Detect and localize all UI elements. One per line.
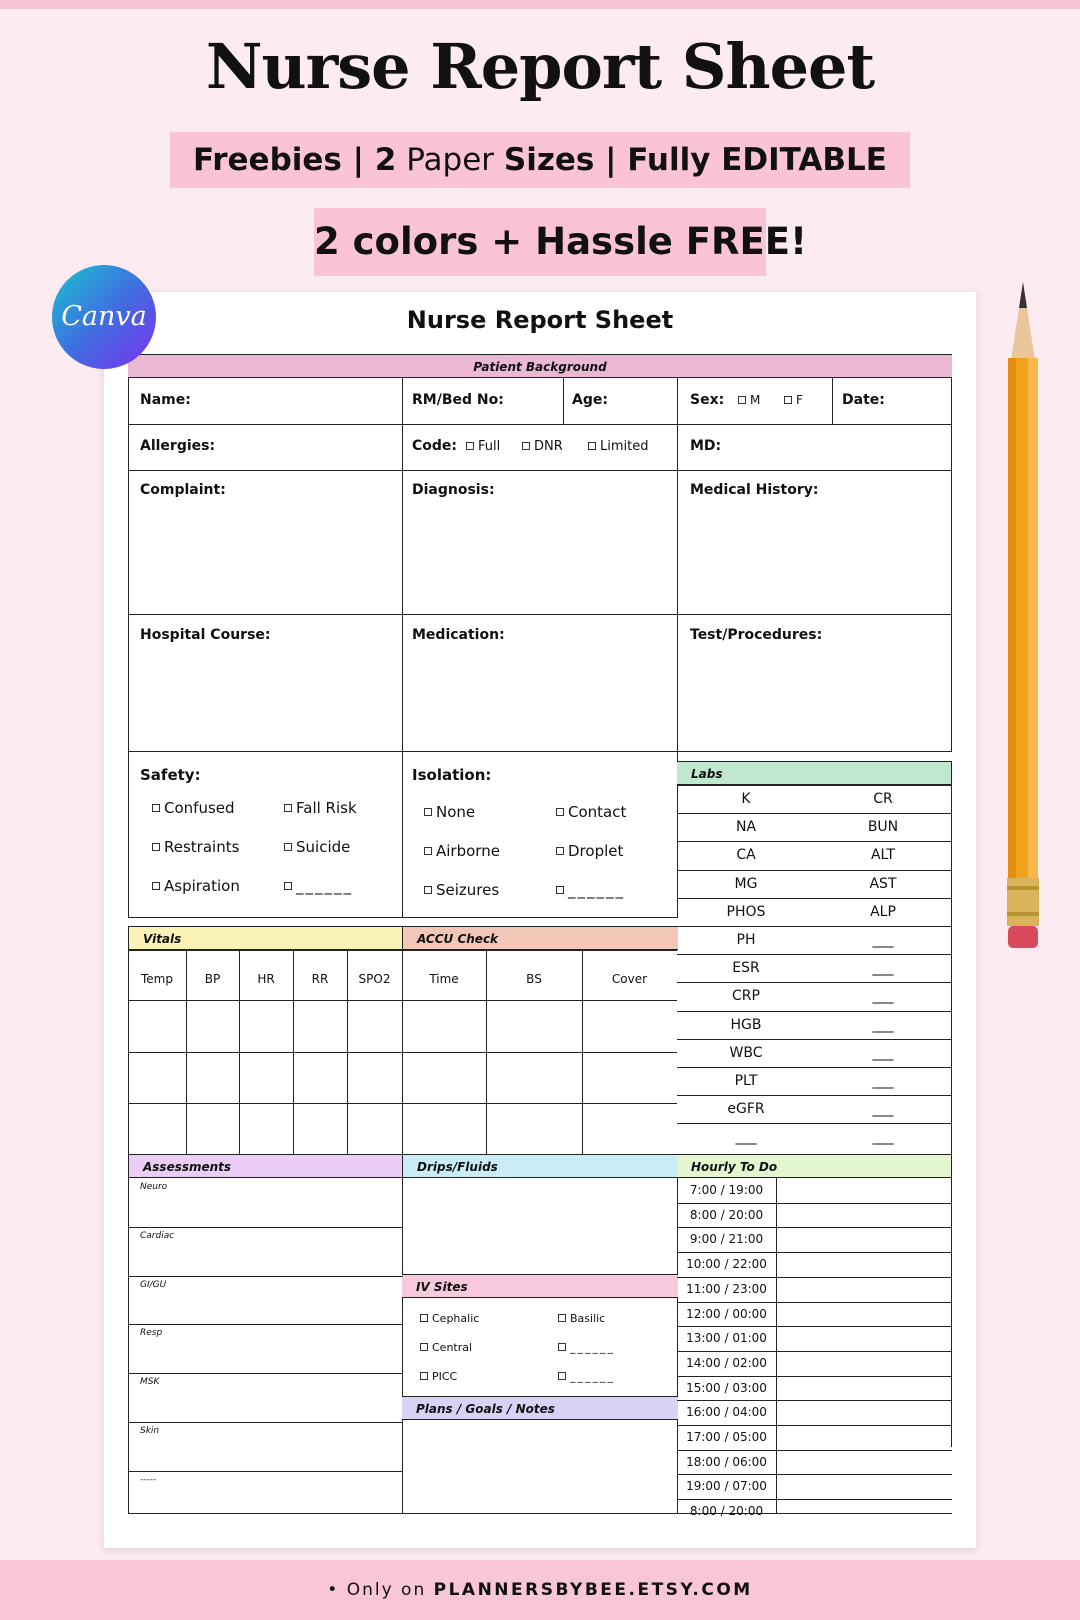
isolation-contact-checkbox[interactable]: Contact [556, 803, 626, 821]
checkbox-icon [522, 442, 530, 450]
lab-name: ___ [872, 1016, 894, 1033]
safety-title: Safety: [140, 766, 201, 784]
lab-name: NA [735, 819, 757, 836]
iv-sites-header: IV Sites [402, 1274, 678, 1298]
accu-column-header: BS [526, 972, 542, 986]
grid-line [128, 1471, 403, 1472]
lab-name: HGB [730, 1016, 762, 1033]
pencil-illustration [998, 282, 1048, 972]
hourly-time-slot: 17:00 / 05:00 [686, 1430, 767, 1444]
grid-line [677, 1302, 952, 1303]
top-accent-bar [0, 0, 1080, 9]
page-headline: Nurse Report Sheet [205, 30, 875, 103]
lab-name: ___ [872, 1101, 894, 1118]
grid-line [677, 1011, 952, 1012]
grid-line [128, 424, 952, 425]
checkbox-icon [152, 804, 160, 812]
lab-name: ___ [872, 932, 894, 948]
checkbox-icon [556, 847, 564, 855]
hourly-time-slot: 12:00 / 00:00 [686, 1306, 767, 1321]
banner-sizes: Sizes [503, 142, 595, 178]
banner-paper: Paper [396, 142, 504, 178]
grid-line [128, 614, 952, 615]
checkbox-icon [284, 843, 292, 851]
checkbox-icon [738, 396, 746, 404]
vitals-column-header: HR [257, 972, 275, 986]
lab-name: CR [873, 791, 893, 807]
lab-name: BUN [867, 819, 899, 836]
lab-name: WBC [729, 1044, 763, 1061]
grid-line [677, 1095, 952, 1096]
lab-name: ___ [872, 1073, 894, 1089]
grid-line [128, 1276, 403, 1277]
accu-check-header: ACCU Check [402, 926, 678, 950]
sex-field: Sex: [690, 392, 725, 408]
assessments-header: Assessments [128, 1154, 403, 1178]
checkbox-icon [588, 442, 596, 450]
footer-prefix: • Only on [327, 1580, 434, 1600]
rm-bed-field[interactable]: RM/Bed No: [412, 392, 504, 408]
safety-confused-checkbox[interactable]: Confused [152, 799, 235, 817]
vitals-column-header: Temp [141, 972, 173, 986]
colors-banner: 2 colors + Hassle FREE! [314, 208, 766, 276]
grid-line [677, 1474, 952, 1475]
isolation-seizures-checkbox[interactable]: Seizures [424, 881, 499, 899]
grid-line [677, 1376, 952, 1377]
iv-central-checkbox[interactable]: Central [420, 1341, 472, 1354]
vitals-column-header: BP [204, 972, 221, 986]
lab-name: PLT [734, 1073, 758, 1089]
lab-name: K [741, 791, 751, 807]
banner-freebies: Freebies | [193, 142, 375, 178]
grid-line [677, 1203, 952, 1204]
grid-line [677, 1425, 952, 1426]
allergies-field[interactable]: Allergies: [140, 438, 216, 454]
grid-line [677, 1277, 952, 1278]
lab-name: ___ [872, 1129, 894, 1146]
grid-line [677, 1067, 952, 1068]
drips-fluids-header: Drips/Fluids [402, 1154, 678, 1178]
footer-bar [0, 1560, 1080, 1620]
grid-line [677, 1326, 952, 1327]
grid-line [677, 982, 952, 983]
canva-logo: Canva [52, 265, 156, 369]
patient-background-header: Patient Background [128, 354, 952, 378]
grid-line [677, 870, 952, 871]
checkbox-icon [284, 804, 292, 812]
checkbox-icon [558, 1314, 566, 1322]
isolation-airborne-checkbox[interactable]: Airborne [424, 842, 500, 860]
grid-line [677, 1499, 952, 1500]
assessment-label: ----- [140, 1474, 157, 1485]
lab-name: ___ [872, 960, 894, 977]
isolation-droplet-checkbox[interactable]: Droplet [556, 842, 623, 860]
grid-line [402, 950, 677, 951]
grid-line [677, 1351, 952, 1352]
lab-name: ___ [735, 1129, 757, 1146]
complaint-field[interactable]: Complaint: [140, 482, 226, 498]
grid-line [128, 1422, 403, 1423]
assessment-label: Skin [140, 1426, 160, 1436]
grid-line [677, 1450, 952, 1451]
banner-editable: | Fully EDITABLE [594, 142, 887, 178]
medical-history-field[interactable]: Medical History: [690, 482, 819, 498]
sheet-bottom-line [128, 1513, 952, 1514]
sex-f-checkbox[interactable]: F [784, 393, 803, 407]
checkbox-icon [784, 396, 792, 404]
iv-picc-checkbox[interactable]: PICC [420, 1370, 457, 1383]
lab-name: ALT [870, 847, 895, 864]
iv-basilic-checkbox[interactable]: Basilic [558, 1312, 605, 1325]
date-field[interactable]: Date: [842, 392, 885, 408]
hourly-time-slot: 13:00 / 01:00 [686, 1331, 767, 1346]
grid-line [677, 926, 952, 927]
grid-line [128, 1000, 403, 1001]
hourly-time-slot: 11:00 / 23:00 [686, 1281, 767, 1296]
checkbox-icon [152, 882, 160, 890]
lab-name: ___ [872, 988, 894, 1005]
grid-line [128, 1324, 403, 1325]
checkbox-icon [152, 843, 160, 851]
hourly-todo-header: Hourly To Do [677, 1154, 952, 1178]
hospital-course-field[interactable]: Hospital Course: [140, 627, 271, 643]
checkbox-icon [556, 808, 564, 816]
vitals-column-header: SPO2 [358, 972, 391, 986]
grid-line [677, 1252, 952, 1253]
grid-line [677, 841, 952, 842]
grid-line [128, 1154, 952, 1155]
checkbox-icon [424, 847, 432, 855]
lab-name: PHOS [726, 903, 766, 920]
lab-name: ESR [732, 960, 760, 977]
iv-other-checkbox-2[interactable]: ______ [558, 1370, 615, 1383]
checkbox-icon [424, 886, 432, 894]
assessment-label: MSK [140, 1377, 160, 1388]
grid-line [563, 378, 564, 424]
safety-fall-risk-checkbox[interactable]: Fall Risk [284, 799, 357, 817]
medication-field[interactable]: Medication: [412, 627, 505, 643]
grid-line [128, 1178, 129, 1514]
hourly-time-slot: 18:00 / 06:00 [686, 1454, 767, 1469]
lab-name: MG [734, 875, 758, 892]
grid-line [776, 1178, 777, 1514]
tests-procedures-field[interactable]: Test/Procedures: [690, 627, 823, 643]
lab-name: AST [869, 875, 897, 892]
checkbox-icon [466, 442, 474, 450]
grid-line [402, 1178, 403, 1514]
hourly-time-slot: 7:00 / 19:00 [689, 1183, 764, 1197]
md-field[interactable]: MD: [690, 438, 722, 454]
checkbox-icon [424, 808, 432, 816]
hourly-time-slot: 14:00 / 02:00 [686, 1355, 767, 1370]
hourly-time-slot: 8:00 / 20:00 [689, 1207, 764, 1222]
grid-line [677, 1039, 952, 1040]
grid-line [402, 1052, 677, 1053]
grid-line [677, 1227, 952, 1228]
footer-shop-link[interactable]: PLANNERSBYBEE.ETSY.COM [433, 1580, 753, 1600]
checkbox-icon [420, 1343, 428, 1351]
vitals-header: Vitals [128, 926, 403, 950]
isolation-none-checkbox[interactable]: None [424, 803, 475, 821]
grid-line [832, 378, 833, 424]
checkbox-icon [420, 1372, 428, 1380]
grid-line [677, 954, 952, 955]
assessment-label: Cardiac [140, 1230, 175, 1241]
grid-line [677, 785, 952, 786]
isolation-title: Isolation: [412, 766, 492, 784]
checkbox-icon [558, 1343, 566, 1351]
sheet-title: Nurse Report Sheet [406, 306, 674, 334]
assessment-label: Resp [140, 1328, 163, 1339]
checkbox-icon [284, 882, 292, 890]
checkbox-icon [556, 886, 564, 894]
lab-name: ___ [872, 1044, 894, 1061]
grid-line [128, 1103, 403, 1104]
lab-name: ALP [870, 903, 896, 920]
checkbox-icon [558, 1372, 566, 1380]
lab-name: PH [736, 932, 756, 948]
grid-line [677, 378, 678, 752]
grid-line [128, 1373, 403, 1374]
grid-line [402, 1103, 677, 1104]
lab-name: eGFR [727, 1101, 765, 1118]
grid-line [677, 898, 952, 899]
accu-column-header: Cover [611, 972, 648, 986]
grid-line [402, 378, 403, 752]
safety-aspiration-checkbox[interactable]: Aspiration [152, 877, 240, 895]
code-full-checkbox[interactable]: Full [466, 439, 500, 454]
hourly-time-slot: 15:00 / 03:00 [686, 1380, 767, 1395]
lab-name: CRP [732, 988, 760, 1005]
grid-line [402, 752, 403, 918]
grid-line [402, 1000, 677, 1001]
safety-other-checkbox[interactable]: ______ [284, 877, 353, 895]
code-limited-checkbox[interactable]: Limited [588, 439, 648, 454]
iv-cephalic-checkbox[interactable]: Cephalic [420, 1312, 479, 1325]
hourly-time-slot: 9:00 / 21:00 [689, 1232, 764, 1247]
hourly-time-slot: 19:00 / 07:00 [686, 1479, 767, 1494]
grid-line [128, 1052, 403, 1053]
diagnosis-field[interactable]: Diagnosis: [412, 482, 495, 498]
hourly-time-slot: 8:00 / 20:00 [689, 1504, 764, 1519]
code-dnr-checkbox[interactable]: DNR [522, 439, 563, 454]
features-banner [170, 132, 910, 188]
code-field: Code: [412, 438, 458, 454]
vitals-column-header: RR [311, 972, 329, 986]
age-field[interactable]: Age: [572, 392, 608, 408]
lab-name: CA [736, 847, 756, 864]
safety-restraints-checkbox[interactable]: Restraints [152, 838, 239, 856]
plans-goals-notes-header: Plans / Goals / Notes [402, 1396, 678, 1420]
report-sheet-paper [104, 292, 976, 1548]
name-field[interactable]: Name: [140, 392, 191, 408]
hourly-time-slot: 16:00 / 04:00 [686, 1405, 767, 1420]
grid-line [128, 950, 403, 951]
patient-info-grid [128, 378, 952, 752]
assessment-label: Neuro [140, 1182, 168, 1192]
sex-m-checkbox[interactable]: M [738, 393, 760, 407]
accu-column-header: Time [429, 972, 459, 986]
banner-two: 2 [374, 142, 397, 178]
grid-line [128, 470, 952, 471]
grid-line [677, 1400, 952, 1401]
labs-header: Labs [677, 761, 952, 785]
isolation-other-checkbox[interactable]: ______ [556, 881, 625, 899]
checkbox-icon [420, 1314, 428, 1322]
grid-line [128, 1227, 403, 1228]
safety-suicide-checkbox[interactable]: Suicide [284, 838, 350, 856]
hourly-time-slot: 10:00 / 22:00 [686, 1257, 767, 1272]
grid-line [677, 1123, 952, 1124]
grid-line [677, 813, 952, 814]
iv-other-checkbox-1[interactable]: ______ [558, 1341, 615, 1354]
assessment-label: GI/GU [140, 1279, 167, 1290]
